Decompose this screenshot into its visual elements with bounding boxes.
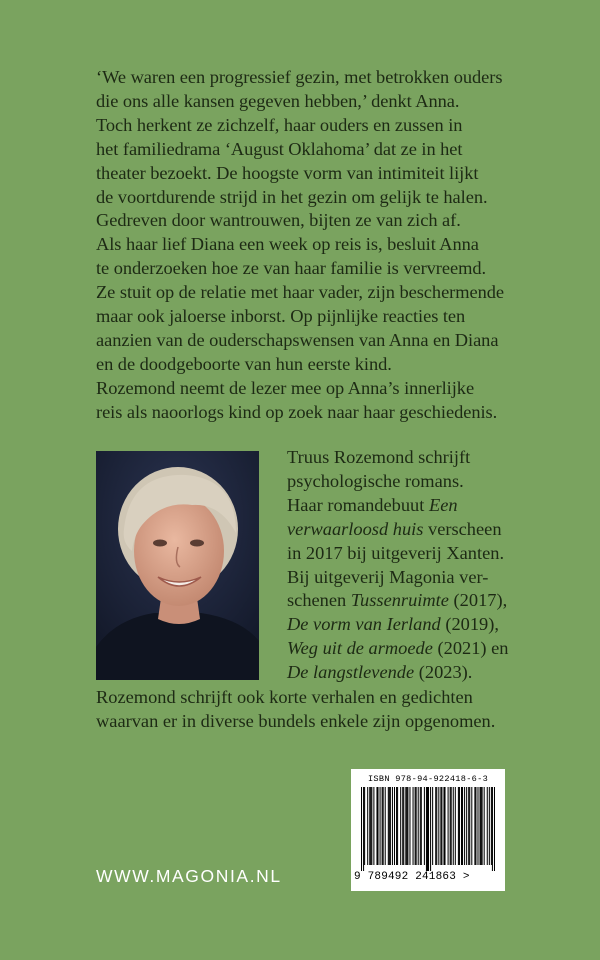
barcode-bar [450, 787, 451, 865]
barcode-bar [426, 787, 427, 871]
blurb-line: het familiedrama ‘August Oklahoma’ dat ze in het [96, 138, 463, 159]
publisher-website[interactable]: WWW.MAGONIA.NL [96, 866, 282, 886]
barcode-bar [462, 787, 463, 865]
barcode-bar [448, 787, 449, 865]
barcode-bar [438, 787, 439, 865]
bio-line: Bij uitgeverij Magonia ver- [287, 566, 489, 587]
barcode-bar [435, 787, 436, 865]
blurb-line: Rozemond neemt de lezer mee op Anna’s innerlijke [96, 377, 475, 398]
author-bio-continued [96, 686, 536, 734]
blurb-line: ‘We waren een progressief gezin, met betrokken ouders [96, 67, 503, 87]
barcode-bar [484, 787, 485, 865]
barcode-bar [406, 787, 407, 865]
blurb-line: die ons alle kansen gegeven hebben,’ denkt Anna. [96, 90, 460, 111]
barcode-bar [418, 787, 419, 865]
barcode-bar [453, 787, 454, 865]
barcode-bar [377, 787, 378, 865]
blurb-line: maar ook jaloerse inborst. Op pijnlijke reacties ten [96, 306, 466, 327]
bio-line: Truus Rozemond schrijft [287, 447, 471, 467]
barcode-bar [361, 787, 362, 871]
bio-line: Rozemond schrijft ook korte verhalen en gedichten [96, 687, 473, 707]
bio-text: Haar romandebuut [287, 494, 425, 515]
barcode-bar [436, 787, 437, 865]
barcode-bar [416, 787, 417, 865]
book-title: De langstlevende [287, 662, 415, 683]
barcode-bar [440, 787, 441, 865]
barcode-bar [482, 787, 483, 865]
bio-line [287, 613, 527, 637]
barcode-bar [363, 787, 364, 871]
barcode-bar [428, 787, 429, 871]
bio-text: (2023). [414, 662, 473, 683]
blurb-line: theater bezoekt. De hoogste vorm van intimiteit lijkt [96, 162, 479, 183]
isbn-label: ISBN 978-94-922418-6-3 [367, 774, 489, 784]
barcode-bar [424, 787, 425, 865]
barcode-bar [382, 787, 383, 865]
bio-line [287, 589, 527, 613]
blurb-line: de voortdurende strijd in het gezin om gelijk te halen. [96, 186, 488, 207]
barcode-bar [369, 787, 370, 865]
barcode-bar [373, 787, 374, 865]
barcode-bar [421, 787, 422, 865]
barcode-bar [427, 787, 428, 871]
bio-line [287, 661, 527, 685]
bio-line: in 2017 bij uitgeverij Xanten. [287, 542, 505, 563]
bio-text: (2017), [448, 590, 508, 611]
barcode-bar [415, 787, 416, 865]
blurb-line: Ze stuit op de relatie met haar vader, zijn beschermende [96, 282, 505, 303]
barcode-bar [400, 787, 401, 865]
back-cover-blurb [96, 66, 516, 425]
barcode-bar [471, 787, 472, 865]
book-title: Tussenruimte [350, 590, 449, 611]
barcode-bar [402, 787, 403, 865]
barcode-bar [430, 787, 431, 871]
bio-text: (2019), [440, 614, 499, 635]
bio-line: waarvan er in diverse bundels enkele zijn opgenomen. [96, 710, 496, 731]
barcode-bar [388, 787, 389, 865]
bio-line [287, 494, 527, 518]
barcode-bar [441, 787, 442, 865]
barcode-bar [380, 787, 381, 865]
barcode-bar [474, 787, 475, 865]
barcode-bar [370, 787, 371, 865]
barcode-digits: 9 789492 241863 > [354, 871, 470, 883]
barcode-bar [367, 787, 368, 865]
barcode-bar [403, 787, 404, 865]
bio-line [287, 637, 527, 661]
blurb-line: reis als naoorlogs kind op zoek naar haar geschiedenis. [96, 401, 498, 422]
isbn-barcode [351, 769, 505, 891]
barcode-bar [396, 787, 397, 865]
barcode-bar [444, 787, 445, 865]
barcode-bar [459, 787, 460, 865]
book-title: Weg uit de armoede [287, 638, 433, 659]
bio-text: verscheen [423, 518, 502, 539]
book-title: verwaarloosd huis [287, 518, 424, 539]
blurb-line: te onderzoeken hoe ze van haar familie is vervreemd. [96, 258, 487, 279]
barcode-bar [461, 787, 462, 865]
barcode-bar [468, 787, 469, 865]
book-title: De vorm van Ierland [287, 614, 441, 635]
barcode-bar [480, 787, 481, 865]
barcode-bar [451, 787, 452, 865]
author-photo [96, 451, 259, 680]
barcode-bar [466, 787, 467, 865]
barcode-bar [385, 787, 386, 865]
barcode-bar [487, 787, 488, 865]
bio-line: psychologische romans. [287, 470, 464, 491]
barcode-bar [409, 787, 410, 865]
barcode-bar [475, 787, 476, 865]
barcode-bar [407, 787, 408, 865]
barcode-bars [361, 787, 495, 871]
barcode-bar [420, 787, 421, 865]
barcode-bar [458, 787, 459, 865]
barcode-bar [405, 787, 406, 865]
barcode-bar [371, 787, 372, 865]
blurb-line: Als haar lief Diana een week op reis is, besluit Anna [96, 234, 479, 255]
barcode-bar [432, 787, 433, 865]
barcode-bar [364, 787, 365, 865]
bio-line [287, 518, 527, 542]
author-bio [287, 446, 527, 685]
barcode-bar [376, 787, 377, 865]
barcode-bar [413, 787, 414, 865]
barcode-bar [494, 787, 495, 871]
barcode-bar [489, 787, 490, 865]
barcode-bar [481, 787, 482, 865]
blurb-line: Toch herkent ze zichzelf, haar ouders en zussen in [96, 114, 463, 135]
barcode-bar [492, 787, 493, 871]
barcode-bar [469, 787, 470, 865]
barcode-bar [390, 787, 391, 865]
barcode-bar [443, 787, 444, 865]
blurb-line: en de doodgeboorte van hun eerste kind. [96, 353, 392, 374]
bio-text: (2021) en [432, 638, 509, 659]
barcode-bar [464, 787, 465, 865]
barcode-bar [397, 787, 398, 865]
barcode-bar [392, 787, 393, 865]
barcode-bar [383, 787, 384, 865]
barcode-bar [394, 787, 395, 865]
barcode-bar [491, 787, 492, 865]
blurb-line: aanzien van de ouderschapswensen van Anna en Diana [96, 329, 499, 350]
blurb-line: Gedreven door wantrouwen, bijten ze van zich af. [96, 210, 461, 231]
book-title: Een [428, 494, 458, 515]
bio-text: schenen [287, 590, 351, 611]
barcode-bar [389, 787, 390, 865]
author-portrait-illustration [96, 451, 259, 680]
barcode-bar [477, 787, 478, 865]
barcode-bar [455, 787, 456, 865]
